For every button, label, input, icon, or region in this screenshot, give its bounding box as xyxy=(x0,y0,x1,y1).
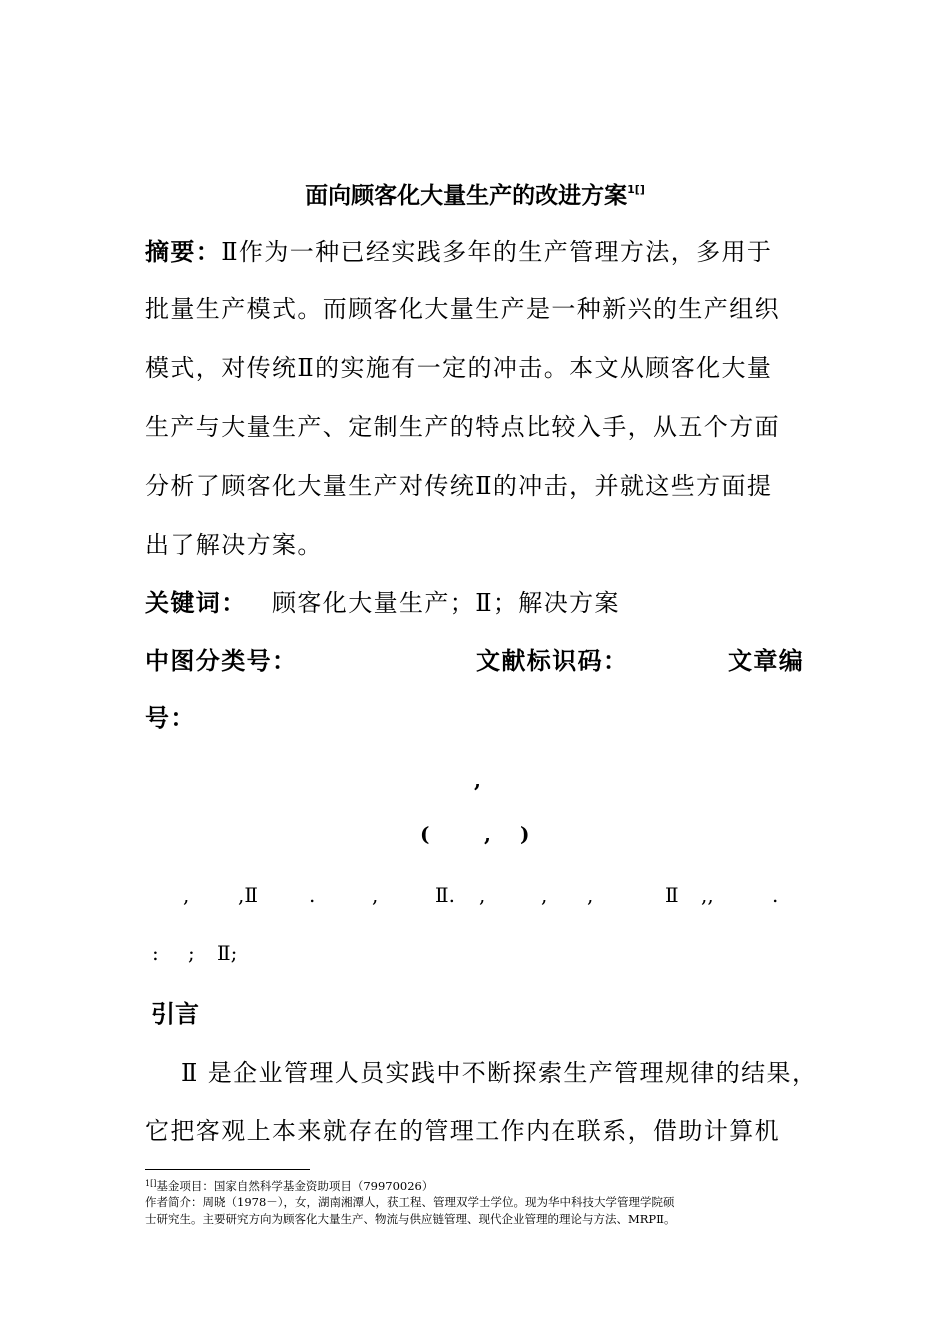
english-abstract-token: Ⅱ. xyxy=(435,883,455,907)
title-footnote-mark: 1[] xyxy=(627,183,645,196)
abstract-line: 出了解决方案。 xyxy=(145,531,323,559)
footnote-divider xyxy=(145,1169,310,1170)
article-no-label: 文章编 xyxy=(728,647,805,675)
keywords-value: 顾客化大量生产；Ⅱ；解决方案 xyxy=(272,589,620,617)
english-author-separator: , xyxy=(474,768,481,792)
english-affiliation-close: ) xyxy=(520,822,530,846)
footnote-mark: 1[] xyxy=(145,1179,157,1188)
intro-paragraph-line: Ⅱ 是企业管理人员实践中不断探索生产管理规律的结果， xyxy=(181,1059,818,1087)
doc-code-label: 文献标识码： xyxy=(476,647,629,675)
english-abstract-token: . xyxy=(309,883,316,907)
english-abstract-token: , xyxy=(541,883,548,907)
abstract-line: 模式，对传统Ⅱ的实施有一定的冲击。本文从顾客化大量 xyxy=(145,354,773,382)
english-affiliation-comma: , xyxy=(484,822,491,846)
english-keywords-token: : xyxy=(152,941,159,965)
abstract-line: 分析了顾客化大量生产对传统Ⅱ的冲击，并就这些方面提 xyxy=(145,472,773,500)
section-heading-intro: 引言 xyxy=(151,1000,199,1028)
footnote-fund xyxy=(145,1176,433,1194)
english-abstract-token: , xyxy=(183,883,190,907)
keywords-label: 关键词： xyxy=(145,589,247,617)
abstract-line: 生产与大量生产、定制生产的特点比较入手，从五个方面 xyxy=(145,413,780,441)
intro-paragraph-line: 它把客观上本来就存在的管理工作内在联系，借助计算机 xyxy=(145,1117,780,1145)
english-abstract-token: , xyxy=(479,883,486,907)
footnote-author-line: 士研究生。主要研究方向为顾客化大量生产、物流与供应链管理、现代企业管理的理论与方法、MRPⅡ。 xyxy=(145,1212,676,1226)
clc-label: 中图分类号： xyxy=(145,647,298,675)
english-affiliation-open: ( xyxy=(420,822,430,846)
abstract-line xyxy=(145,234,772,270)
english-keywords-token: Ⅱ; xyxy=(217,941,238,965)
english-abstract-token: ,, xyxy=(701,883,714,907)
english-abstract-token: , xyxy=(587,883,594,907)
english-abstract-token: , xyxy=(372,883,379,907)
english-abstract-token: . xyxy=(772,883,779,907)
abstract-text: Ⅱ作为一种已经实践多年的生产管理方法，多用于 xyxy=(221,238,773,266)
footnote-fund-text: 基金项目：国家自然科学基金资助项目（79970026） xyxy=(156,1179,434,1193)
abstract-line: 批量生产模式。而顾客化大量生产是一种新兴的生产组织 xyxy=(145,295,780,323)
article-no-label-cont: 号： xyxy=(145,704,196,732)
footnote-author-line: 作者简介：周晓（1978－），女，湖南湘潭人，获工程、管理双学士学位。现为华中科技大学管理学院硕 xyxy=(145,1195,675,1209)
paper-title-text: 面向顾客化大量生产的改进方案 xyxy=(305,183,628,209)
english-abstract-token: Ⅱ xyxy=(665,883,679,907)
english-abstract-token: ,Ⅱ xyxy=(238,883,258,907)
paper-title xyxy=(0,172,950,214)
abstract-label: 摘要： xyxy=(145,238,222,266)
english-keywords-token: ; xyxy=(188,941,195,965)
